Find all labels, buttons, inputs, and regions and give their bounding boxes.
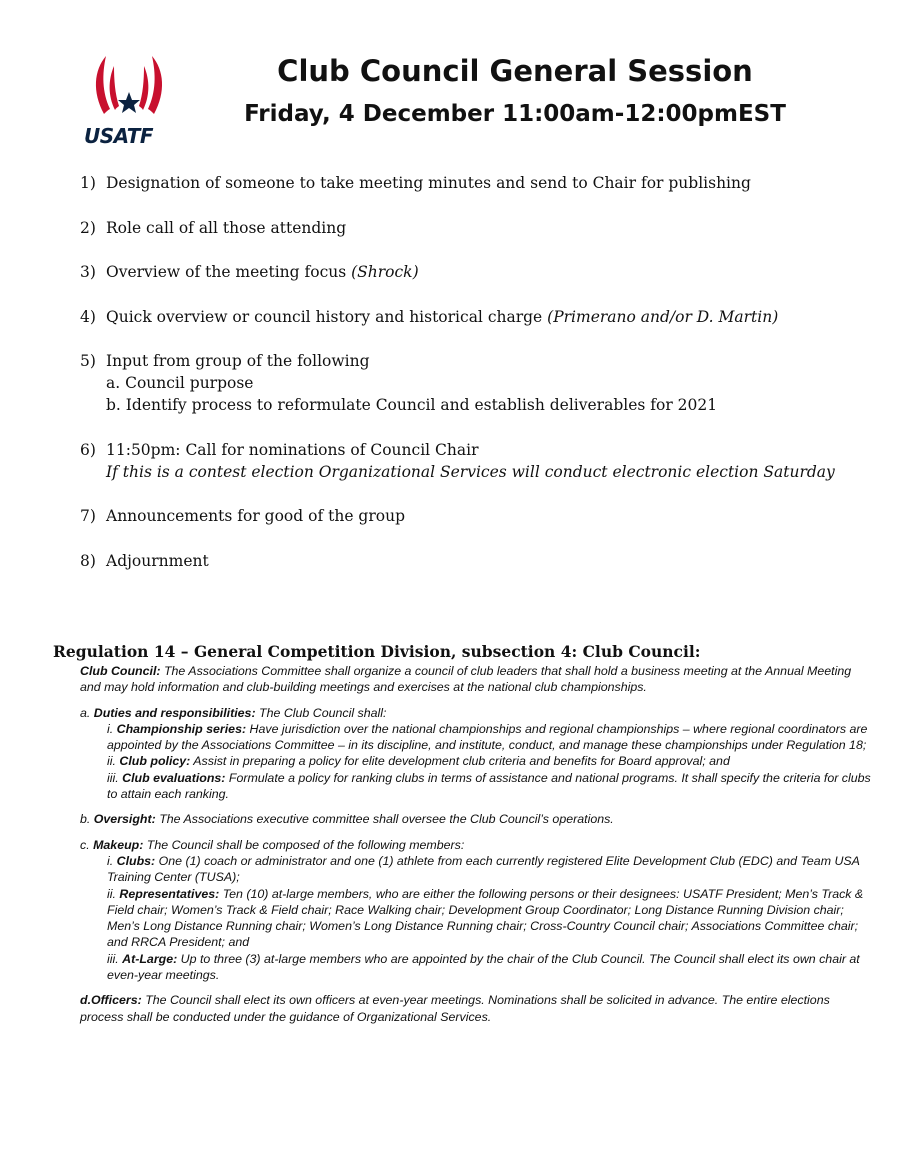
regulation-heading: Regulation 14 – General Competition Division, subsection 4: Club Council: xyxy=(53,642,701,661)
clause-label: Oversight: xyxy=(93,812,156,827)
agenda-item xyxy=(80,439,860,483)
clause-prefix: i. xyxy=(107,853,117,868)
clause-label: Representatives: xyxy=(119,886,220,901)
agenda-number: 8) xyxy=(80,551,96,570)
clause-prefix: iii. xyxy=(107,951,123,966)
clause-prefix: b. xyxy=(80,812,94,827)
logo-wordmark: USATF xyxy=(84,124,154,148)
regulation-section xyxy=(53,642,873,1025)
clause-label: Championship series: xyxy=(116,721,247,736)
agenda-text: Quick overview or council history and historical charge xyxy=(106,307,548,326)
intro-text: The Associations Committee shall organize a council of club leaders that shall hold a business meeting at the Annual Meeting and may hold information and club-building meetings and exercises at the national club championships. xyxy=(80,664,852,695)
clause-label: Club policy: xyxy=(119,754,191,769)
agenda-number: 7) xyxy=(80,507,96,525)
agenda-text: Adjournment xyxy=(106,551,209,570)
clause-label: Duties and responsibilities: xyxy=(93,705,256,720)
clause-prefix: d. xyxy=(80,993,92,1008)
agenda-note: (Shrock) xyxy=(351,263,419,281)
agenda-item xyxy=(80,505,860,527)
agenda-item xyxy=(80,306,860,328)
clause-label: Club evaluations: xyxy=(122,770,226,785)
clause-label: Clubs: xyxy=(116,853,156,868)
clause-text: Assist in preparing a policy for elite development club criteria and benefits for Board approval; and xyxy=(190,754,730,769)
winged-star-icon xyxy=(84,52,174,124)
usatf-logo xyxy=(84,52,174,152)
clause-text: Have jurisdiction over the national championships and regional championships – where regional coordinators are appointed by the Associations Committee – in its discipline, and institute, conduct, and manage these championships under Regulation 18; xyxy=(107,721,868,753)
clause-text: One (1) coach or administrator and one (1) athlete from each currently registered Elite Development Club (EDC) and Team USA Training Center (TUSA); xyxy=(107,853,860,885)
agenda-subitem-a: a. Council purpose xyxy=(106,374,254,392)
intro-label: Club Council: xyxy=(80,664,161,678)
agenda-subitem-b: b. Identify process to reformulate Council and establish deliverables for 2021 xyxy=(106,396,718,414)
agenda-item xyxy=(80,550,860,572)
agenda-number: 1) xyxy=(80,174,96,192)
clause-text: The Associations executive committee shall oversee the Club Council’s operations. xyxy=(155,812,614,827)
clause-text: The Council shall elect its own officers at even-year meetings. Nominations shall be solicited in advance. The entire elections process shall be conducted under the guidance of Organizational Services. xyxy=(80,993,830,1024)
clause-prefix: a. xyxy=(80,705,94,720)
clause-label: Makeup: xyxy=(93,837,144,852)
clause-prefix: c. xyxy=(80,837,94,852)
agenda-note: (Primerano and/or D. Martin) xyxy=(547,307,779,326)
clause-text: Ten (10) at-large members, who are either the following persons or their designees: USATF President; Men’s Track & Field chair; Women’s Track & Field chair; Race Walking chair; Development Group Coordinator; Long Distance Running Division chair; Men’s Long Distance Running chair; Women’s Long Distance Running chair; Cross-Country Council chair; Associations Committee chair; and RRCA President; and xyxy=(107,886,864,950)
agenda-number: 4) xyxy=(80,307,96,326)
clause-prefix: ii. xyxy=(107,754,120,769)
agenda-text: Overview of the meeting focus xyxy=(106,263,352,281)
agenda-number: 5) xyxy=(80,352,96,370)
regulation-intro xyxy=(53,663,873,696)
agenda-number: 2) xyxy=(80,218,96,237)
agenda-number: 3) xyxy=(80,263,96,281)
agenda-text: Input from group of the following xyxy=(106,352,370,370)
agenda-item xyxy=(80,172,860,194)
agenda-number: 6) xyxy=(80,440,96,459)
clause-text: Up to three (3) at-large members who are appointed by the chair of the Club Council. The Council shall elect its own chair at even-year meetings. xyxy=(107,951,860,983)
regulation-clause-b xyxy=(53,811,873,827)
clause-prefix: iii. xyxy=(107,770,123,785)
agenda-list xyxy=(80,172,860,594)
clause-prefix: ii. xyxy=(107,886,120,901)
agenda-text: Announcements for good of the group xyxy=(106,507,405,525)
agenda-note: If this is a contest election Organizational Services will conduct electronic election Saturday xyxy=(106,462,835,481)
agenda-text: 11:50pm: Call for nominations of Council Chair xyxy=(106,440,479,459)
agenda-item xyxy=(80,217,860,239)
page-subtitle: Friday, 4 December 11:00am-12:00pmEST xyxy=(244,101,786,127)
agenda-text: Designation of someone to take meeting minutes and send to Chair for publishing xyxy=(106,174,751,192)
clause-label: At-Large: xyxy=(122,951,178,966)
regulation-clause-c xyxy=(53,837,873,984)
clause-label: Officers: xyxy=(91,993,142,1008)
agenda-item xyxy=(80,350,860,416)
agenda-item xyxy=(80,261,860,283)
regulation-clause-a xyxy=(53,705,873,803)
clause-text: Formulate a policy for ranking clubs in terms of assistance and national programs. It shall specify the criteria for clubs to attain each ranking. xyxy=(107,770,871,802)
clause-prefix: i. xyxy=(107,721,117,736)
clause-text: The Council shall be composed of the following members: xyxy=(143,837,465,852)
page-title: Club Council General Session xyxy=(277,54,753,88)
regulation-clause-d xyxy=(53,992,873,1025)
clause-text: The Club Council shall: xyxy=(255,705,387,720)
agenda-text: Role call of all those attending xyxy=(106,218,347,237)
